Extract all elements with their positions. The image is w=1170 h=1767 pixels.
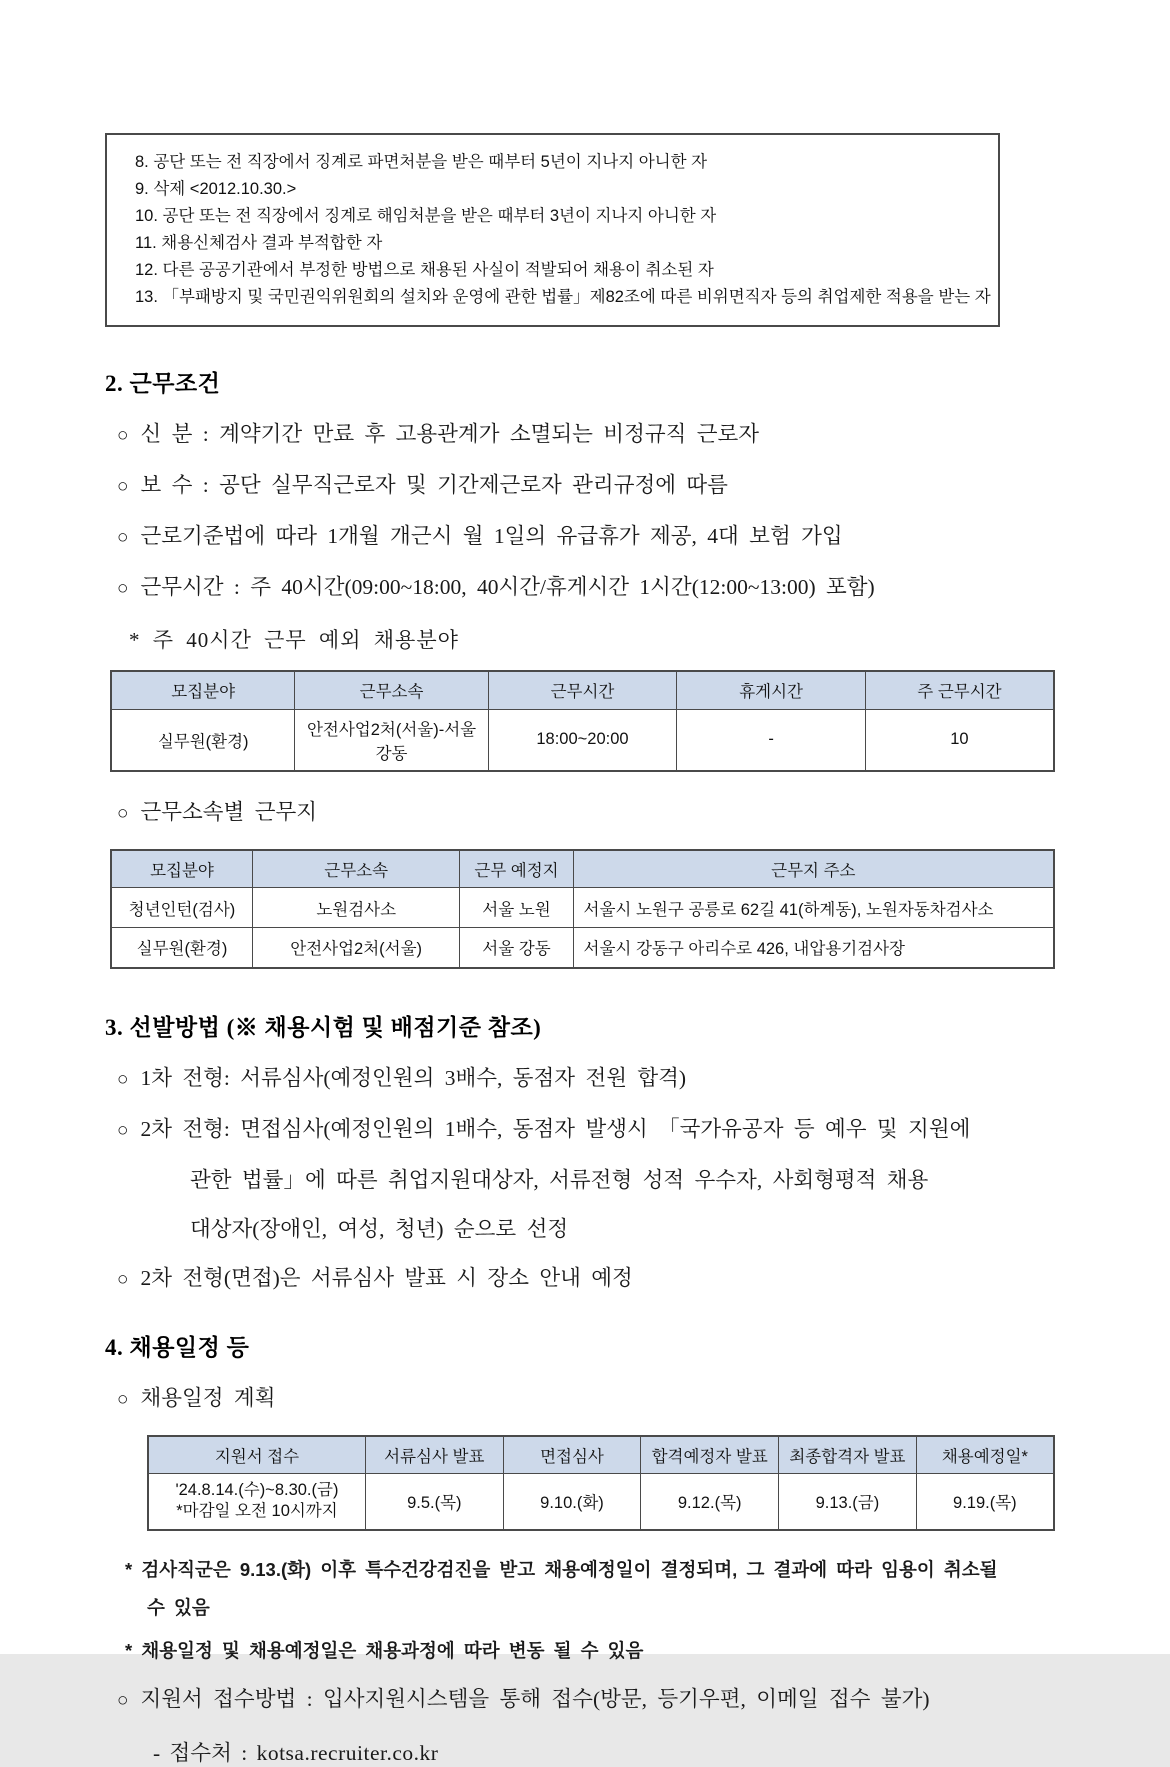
bullet-schedule-plan xyxy=(117,1384,1055,1414)
apply-site-url: kotsa.recruiter.co.kr xyxy=(256,1740,439,1765)
apply-site-line xyxy=(153,1736,1055,1767)
col-header: 주 근무시간 xyxy=(865,671,1054,709)
table-row xyxy=(111,888,1054,928)
bullet-workplace xyxy=(117,798,1055,828)
exception-note: * 주 40시간 근무 예외 채용분야 xyxy=(129,628,459,652)
table-row xyxy=(111,709,1054,771)
bullet-second-round-continuation: 관한 법률」에 따른 취업지원대상자, 서류전형 성적 우수자, 사회형평적 채용 xyxy=(190,1167,929,1192)
bullet-text: 지원서 접수방법 : 입사지원시스템을 통해 접수(방문, 등기우편, 이메일 접수 불가) xyxy=(140,1686,930,1711)
application-period-line1: '24.8.14.(수)~8.30.(금) xyxy=(175,1481,339,1500)
table-header-row xyxy=(111,850,1054,888)
col-header: 근무시간 xyxy=(488,671,677,709)
circle-bullet-icon: ○ xyxy=(117,1119,129,1141)
cell-location: 서울 노원 xyxy=(460,888,573,928)
bullet-text: 근무시간 : 주 40시간(09:00~18:00, 40시간/휴게시간 1시간(12:00~13:00) 포함) xyxy=(140,575,875,599)
bullet-second-round xyxy=(117,1115,1055,1145)
bullet-leave-insurance xyxy=(117,522,1055,552)
col-header: 근무 예정지 xyxy=(460,850,573,888)
bullet-text: 보 수 : 공단 실무직근로자 및 기간제근로자 관리규정에 따름 xyxy=(140,473,728,497)
bullet-text: 채용일정 계획 xyxy=(140,1385,276,1410)
bullet-text: 2차 전형(면접)은 서류심사 발표 시 장소 안내 예정 xyxy=(140,1265,633,1290)
col-header: 휴게시간 xyxy=(677,671,866,709)
schedule-table xyxy=(147,1435,1055,1531)
cell-weekly-hours: 10 xyxy=(865,709,1054,771)
circle-bullet-icon: ○ xyxy=(117,1068,129,1090)
circle-bullet-icon: ○ xyxy=(117,527,129,548)
circle-bullet-icon: ○ xyxy=(117,425,129,446)
table-row xyxy=(111,928,1054,968)
notice-item: 11. 채용신체검사 결과 부적합한 자 xyxy=(135,234,383,252)
bullet-text: 2차 전형: 면접심사(예정인원의 1배수, 동점자 발생시 「국가유공자 등 예우 및 지원에 xyxy=(140,1116,971,1141)
bullet-apply-method xyxy=(117,1685,1055,1715)
notice-item: 8. 공단 또는 전 직장에서 징계로 파면처분을 받은 때부터 5년이 지나지 아니한 자 xyxy=(135,153,708,171)
circle-bullet-icon: ○ xyxy=(117,1268,129,1290)
col-header: 최종합격자 발표 xyxy=(779,1436,917,1474)
circle-bullet-icon: ○ xyxy=(117,1689,129,1711)
col-header: 모집분야 xyxy=(111,671,295,709)
cell-document-result: 9.5.(목) xyxy=(365,1474,503,1530)
cell-hire-date: 9.19.(목) xyxy=(916,1474,1054,1530)
col-header: 근무소속 xyxy=(295,671,488,709)
cell-hours: 18:00~20:00 xyxy=(488,709,677,771)
col-header: 합격예정자 발표 xyxy=(641,1436,779,1474)
cell-address: 서울시 강동구 아리수로 426, 내압용기검사장 xyxy=(573,928,1054,968)
table-header-row xyxy=(148,1436,1054,1474)
cell-field: 실무원(환경) xyxy=(111,709,295,771)
bullet-interview-venue xyxy=(117,1264,1055,1294)
circle-bullet-icon: ○ xyxy=(117,1388,129,1410)
table-row xyxy=(148,1474,1054,1530)
cell-field: 실무원(환경) xyxy=(111,928,252,968)
col-header: 서류심사 발표 xyxy=(365,1436,503,1474)
notice-item: 10. 공단 또는 전 직장에서 징계로 해임처분을 받은 때부터 3년이 지나지 아니한 자 xyxy=(135,207,717,225)
apply-site-prefix: - 접수처 : xyxy=(153,1740,257,1765)
note-text: * 검사직군은 9.13.(화) 이후 특수건강검진을 받고 채용예정일이 결정되며, 그 결과에 따라 임용이 취소될 xyxy=(125,1558,998,1580)
bullet-first-round xyxy=(117,1064,1055,1094)
col-header: 면접심사 xyxy=(503,1436,641,1474)
cell-field: 청년인턴(검사) xyxy=(111,888,252,928)
cell-department: 노원검사소 xyxy=(252,888,459,928)
disqualification-notice-box xyxy=(105,133,1000,327)
circle-bullet-icon: ○ xyxy=(117,802,129,824)
cell-department: 안전사업2처(서울) xyxy=(252,928,459,968)
bullet-second-round-continuation: 대상자(장애인, 여성, 청년) 순으로 선정 xyxy=(190,1216,569,1241)
section-heading-working-conditions: 2. 근무조건 xyxy=(105,371,221,396)
bullet-status xyxy=(117,420,1055,450)
section-heading-schedule: 4. 채용일정 등 xyxy=(105,1334,250,1360)
col-header: 모집분야 xyxy=(111,850,252,888)
workplace-table xyxy=(110,849,1055,969)
cell-interview: 9.10.(화) xyxy=(503,1474,641,1530)
col-header: 근무지 주소 xyxy=(573,850,1054,888)
bullet-text: 1차 전형: 서류심사(예정인원의 3배수, 동점자 전원 합격) xyxy=(140,1065,687,1090)
circle-bullet-icon: ○ xyxy=(117,476,129,497)
cell-final-pass: 9.13.(금) xyxy=(779,1474,917,1530)
col-header: 채용예정일* xyxy=(916,1436,1054,1474)
notice-item: 13. 「부패방지 및 국민권익위원회의 설치와 운영에 관한 법률」제82조에 따른 비위면직자 등의 취업제한 적용을 받는 자 xyxy=(135,288,991,306)
bullet-text: 근로기준법에 따라 1개월 개근시 월 1일의 유급휴가 제공, 4대 보험 가입 xyxy=(140,524,843,548)
cell-expected-pass: 9.12.(목) xyxy=(641,1474,779,1530)
cell-break: - xyxy=(677,709,866,771)
circle-bullet-icon: ○ xyxy=(117,578,129,599)
notice-item: 12. 다른 공공기관에서 부정한 방법으로 채용된 사실이 적발되어 채용이 취소된 자 xyxy=(135,261,714,279)
table-header-row xyxy=(111,671,1054,709)
exception-table xyxy=(110,670,1055,772)
cell-application-period xyxy=(148,1474,365,1530)
col-header: 지원서 접수 xyxy=(148,1436,365,1474)
section-heading-selection-method: 3. 선발방법 (※ 채용시험 및 배점기준 참조) xyxy=(105,1014,542,1040)
bullet-working-hours xyxy=(117,573,1055,603)
bullet-text: 근무소속별 근무지 xyxy=(140,799,318,824)
col-header: 근무소속 xyxy=(252,850,459,888)
bullet-text: 신 분 : 계약기간 만료 후 고용관계가 소멸되는 비정규직 근로자 xyxy=(140,422,760,446)
schedule-note-change: * 채용일정 및 채용예정일은 채용과정에 따라 변동 될 수 있음 xyxy=(125,1639,644,1661)
application-period-line2: *마감일 오전 10시까지 xyxy=(176,1502,338,1521)
cell-location: 서울 강동 xyxy=(460,928,573,968)
note-text-continuation: 수 있음 xyxy=(147,1596,210,1618)
cell-address: 서울시 노원구 공릉로 62길 41(하계동), 노원자동차검사소 xyxy=(573,888,1054,928)
bullet-pay xyxy=(117,471,1055,501)
cell-department: 안전사업2처(서울)-서울 강동 xyxy=(295,709,488,771)
notice-item: 9. 삭제 <2012.10.30.> xyxy=(135,180,297,198)
schedule-note-inspection xyxy=(125,1555,1055,1622)
